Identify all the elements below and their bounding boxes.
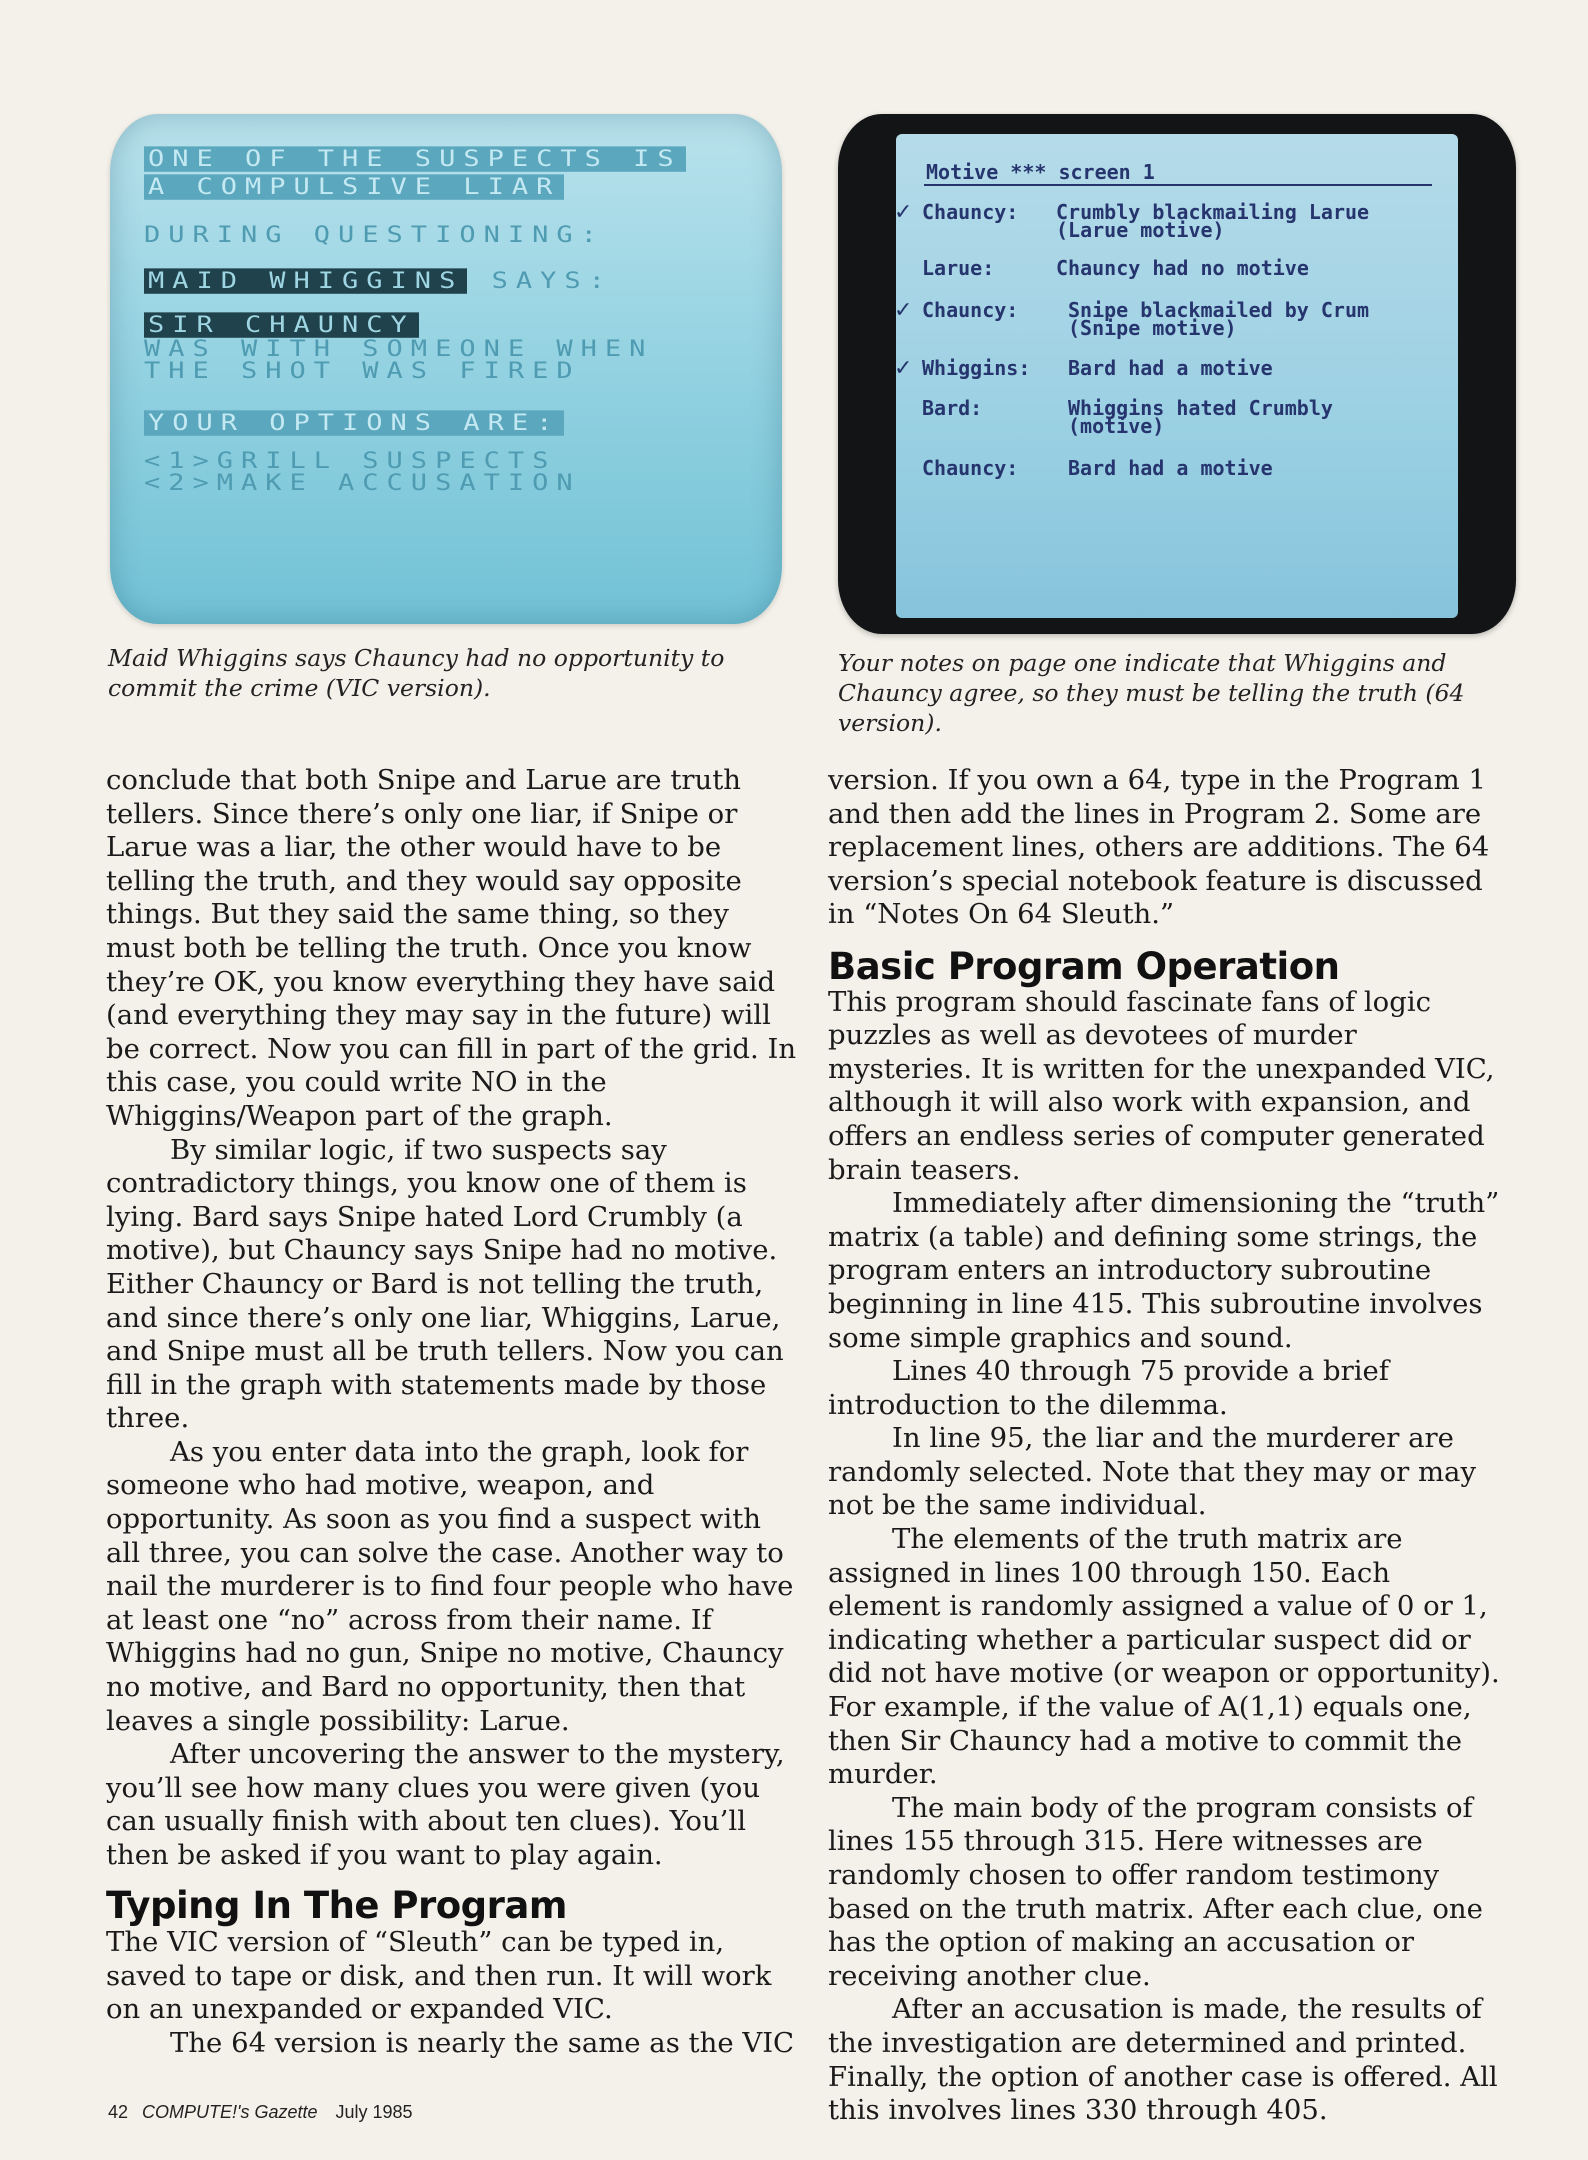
vic-line-2: A COMPULSIVE LIAR <box>144 176 762 199</box>
c64-title-rule <box>924 184 1432 186</box>
paragraph: The VIC version of “Sleuth” can be typed in, saved to tape or disk, and then run. It will work on an unexpanded or expanded VIC. <box>106 1926 772 2026</box>
paragraph: By similar logic, if two suspects say contradictory things, you know one of them is lying. Bard says Snipe hated Lord Crumbly (a motive), but Chauncy says Snipe had no motive. Either Chauncy or Bard is not telling the truth, and since there’s only one liar, Whiggins, Larue, and Snipe must all be truth tellers. Now you can fill in the graph with statements made by those three. <box>106 1133 784 1435</box>
c64-screen-photo <box>896 134 1458 618</box>
c64-note-text: (Snipe motive) <box>1068 316 1237 340</box>
vic-says: SAYS: <box>491 268 613 294</box>
c64-note-text: Chauncy had no motive <box>1056 256 1309 280</box>
c64-note-text: Crumbly blackmailing Larue <box>1056 200 1370 224</box>
vic-option-2: <2>MAKE ACCUSATION <box>144 470 581 496</box>
magazine-name: COMPUTE!'s Gazette <box>142 2102 318 2122</box>
paragraph: Lines 40 through 75 provide a brief introduction to the dilemma. <box>828 1355 1389 1421</box>
c64-note-name: Chauncy: <box>922 456 1019 480</box>
c64-note-text: Whiggins hated Crumbly <box>1068 396 1333 420</box>
c64-note-text: Bard had a motive <box>1068 456 1273 480</box>
c64-note-name: Chauncy: <box>922 298 1019 322</box>
page-footer <box>108 2102 413 2123</box>
caption-vic: Maid Whiggins says Chauncy had no opportunity to commit the crime (VIC version). <box>108 644 725 702</box>
vic-options-header: YOUR OPTIONS ARE: <box>144 412 762 435</box>
c64-note-text: (motive) <box>1068 414 1165 438</box>
check-icon: ✓ <box>894 200 913 225</box>
vic-option-1: <1>GRILL SUSPECTS <box>144 448 557 474</box>
vic-subject: SIR CHAUNCY <box>144 312 419 337</box>
page-number: 42 <box>108 2102 129 2122</box>
c64-note-text: (Larue motive) <box>1056 218 1225 242</box>
paragraph: The 64 version is nearly the same as the VIC <box>170 2026 795 2059</box>
left-column <box>106 764 798 2061</box>
c64-note-text: Snipe blackmailed by Crum <box>1068 298 1370 322</box>
vic-screen-photo <box>110 114 782 624</box>
c64-note-name: Larue: <box>922 256 995 280</box>
paragraph: conclude that both Snipe and Larue are truth tellers. Since there’s only one liar, if Snipe or Larue was a liar, the other would have to be telling the truth, and they would say opposite things. But they said the same thing, so they must both be telling the truth. Once you know they’re OK, you know everything they have said (and everything they may say in the future) will be correct. Now you can fill in part of the grid. In this case, you could write NO in the Whiggins/Weapon part of the graph. <box>106 764 797 1132</box>
paragraph: The elements of the truth matrix are assigned in lines 100 through 150. Each element is randomly assigned a value of 0 or 1, indicating whether a particular suspect did or did not have motive (or weapon or opportunity). For example, if the value of A(1,1) equals one, then Sir Chauncy had a motive to commit the murder. <box>828 1523 1500 1791</box>
paragraph: After uncovering the answer to the mystery, you’ll see how many clues you were given (you can usually finish with about ten clues). You’ll then be asked if you want to play again. <box>106 1738 785 1871</box>
paragraph: The main body of the program consists of lines 155 through 315. Here witnesses are randomly chosen to offer random testimony based on the truth matrix. After each clue, one has the option of making an accusation or receiving another clue. <box>828 1791 1483 1992</box>
vic-line-1: ONE OF THE SUSPECTS IS <box>144 148 762 171</box>
paragraph: This program should fascinate fans of logic puzzles as well as devotees of murder mysteries. It is written for the unexpanded VIC, although it will also work with expansion, and offers an endless series of computer generated brain teasers. <box>828 985 1495 1186</box>
caption-c64: Your notes on page one indicate that Whiggins and Chauncy agree, so they must be telling the truth (64 version). <box>838 649 1465 737</box>
check-icon: ✓ <box>894 298 913 323</box>
paragraph: version. If you own a 64, type in the Program 1 and then add the lines in Program 2. Some are replacement lines, others are additions. The 64 version’s special notebook feature is discussed in “Notes On 64 Sleuth.” <box>828 764 1490 931</box>
vic-line-subject <box>144 314 762 337</box>
vic-line-3: DURING QUESTIONING: <box>144 222 605 248</box>
vic-statement-1: WAS WITH SOMEONE WHEN <box>144 336 654 362</box>
c64-note-text: Bard had a motive <box>1068 356 1273 380</box>
c64-note-name: Chauncy: <box>922 200 1019 224</box>
vic-statement-2: THE SHOT WAS FIRED <box>144 358 581 384</box>
c64-note-name: Bard: <box>922 396 983 420</box>
c64-note-name: Whiggins: <box>922 356 1031 380</box>
check-icon: ✓ <box>894 356 913 381</box>
section-heading-typing: Typing In The Program <box>106 1883 567 1927</box>
c64-title: Motive *** screen 1 <box>926 160 1155 184</box>
issue-date: July 1985 <box>335 2102 413 2122</box>
vic-line-speaker <box>144 270 762 293</box>
paragraph: After an accusation is made, the results of the investigation are determined and printed. Finally, the option of another case is offered. All this involves lines 330 through 405. <box>828 1993 1498 2127</box>
right-column <box>828 764 1508 2128</box>
paragraph: As you enter data into the graph, look for someone who had motive, weapon, and opportunity. As soon as you find a suspect with all three, you can solve the case. Another way to nail the murderer is to find four people who have at least one “no” across from their name. If Whiggins had no gun, Snipe no motive, Chauncy no motive, and Bard no opportunity, then that leaves a single possibility: Larue. <box>106 1435 794 1737</box>
paragraph: Immediately after dimensioning the “truth” matrix (a table) and defining some strings, the program enters an introductory subroutine beginning in line 415. This subroutine involves some simple graphics and sound. <box>828 1187 1500 1354</box>
paragraph: In line 95, the liar and the murderer are randomly selected. Note that they may or may not be the same individual. <box>828 1422 1476 1522</box>
section-heading-basic: Basic Program Operation <box>828 944 1340 988</box>
vic-speaker: MAID WHIGGINS <box>144 268 467 293</box>
